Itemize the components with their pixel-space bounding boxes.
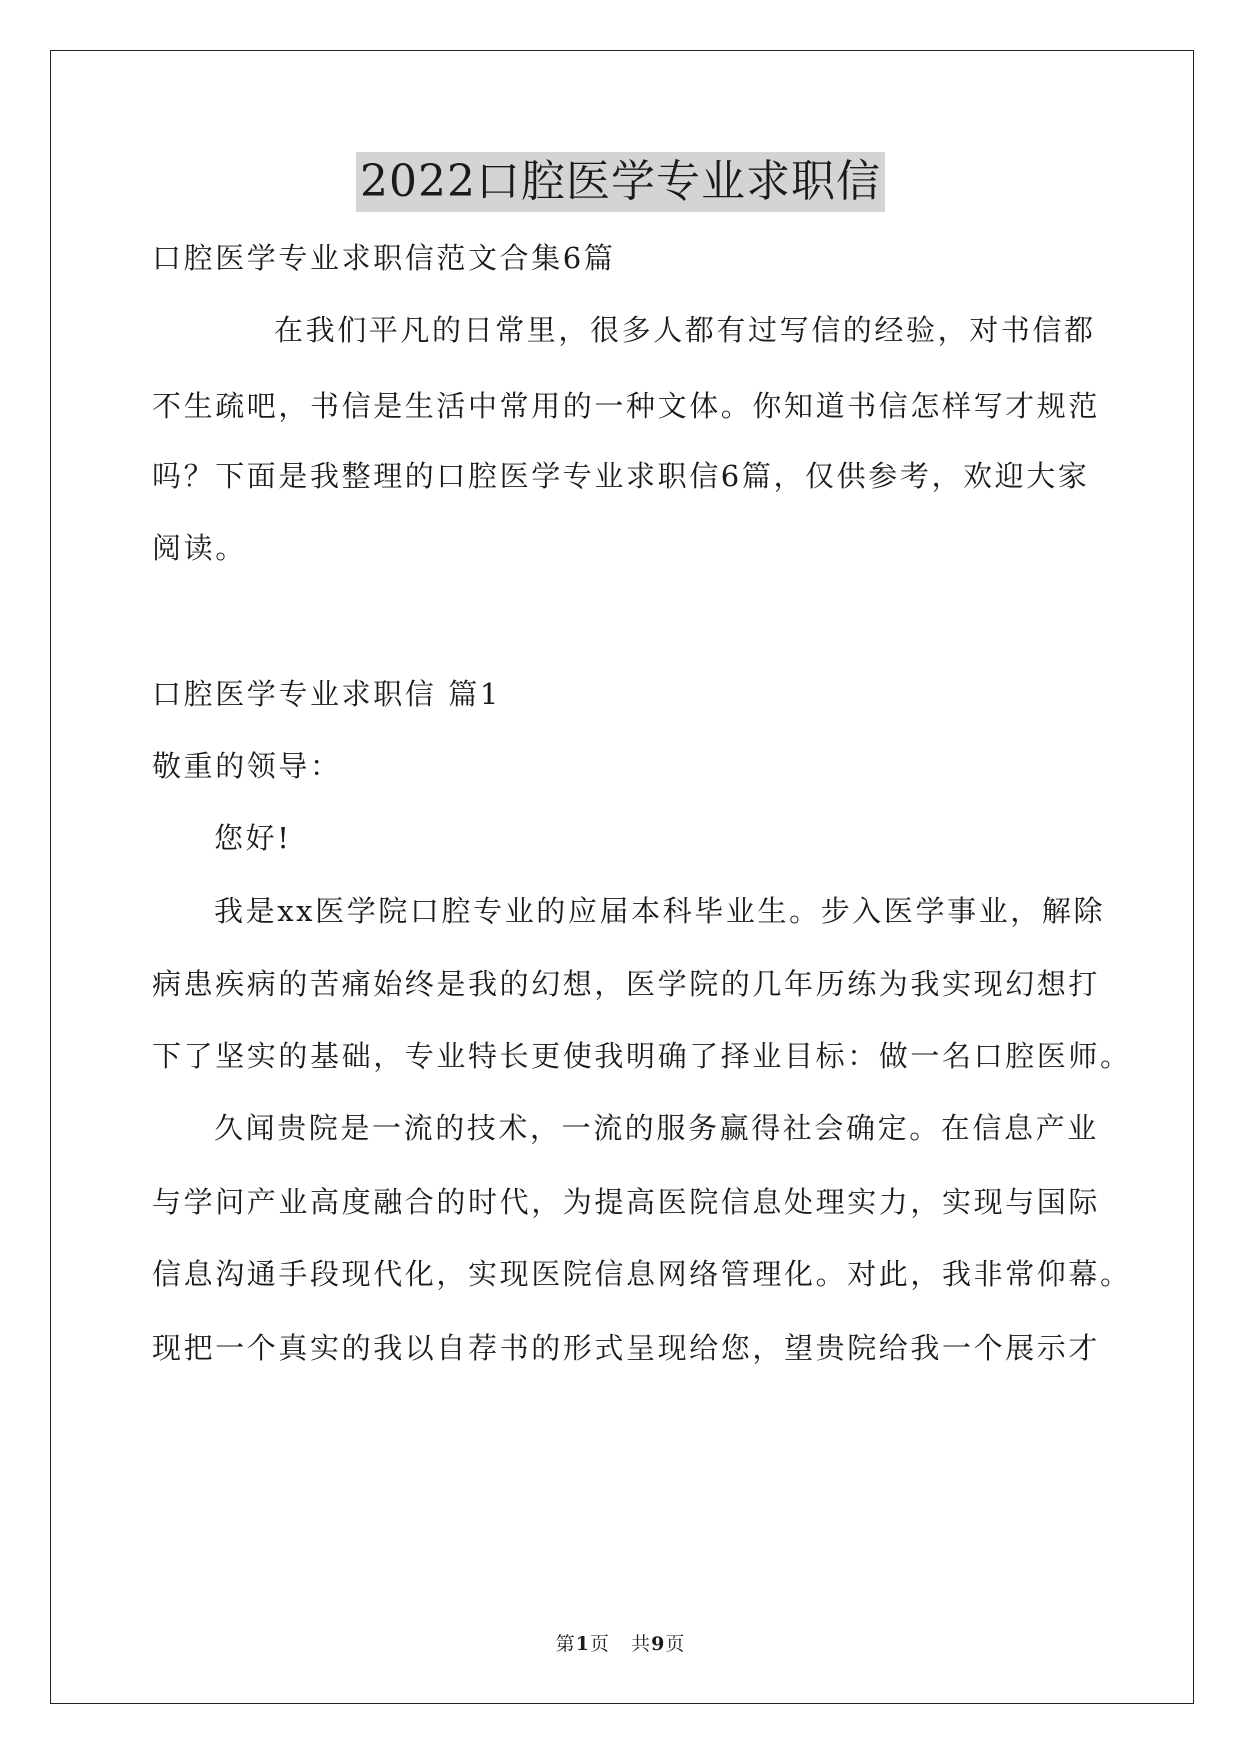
body-line-3: 下了坚实的基础，专业特长更使我明确了择业目标：做一名口腔医师。 xyxy=(152,1039,1132,1073)
current-page-number: 1 xyxy=(575,1633,590,1655)
total-pages-number: 9 xyxy=(651,1633,666,1655)
body-line-1: 我是xx医学院口腔专业的应届本科毕业生。步入医学事业，解除 xyxy=(214,894,1106,928)
body-line-7: 现把一个真实的我以自荐书的形式呈现给您，望贵院给我一个展示才 xyxy=(152,1331,1101,1365)
intro-line-4: 阅读。 xyxy=(152,531,247,565)
salutation: 敬重的领导： xyxy=(152,749,342,783)
footer-total-prefix: 共 xyxy=(631,1633,652,1655)
body-line-2: 病患疾病的苦痛始终是我的幻想，医学院的几年历练为我实现幻想打 xyxy=(152,967,1101,1001)
body-line-4: 久闻贵院是一流的技术，一流的服务赢得社会确定。在信息产业 xyxy=(214,1111,1099,1145)
intro-line-2: 不生疏吧，书信是生活中常用的一种文体。你知道书信怎样写才规范 xyxy=(152,389,1101,423)
body-line-5: 与学问产业高度融合的时代，为提高医院信息处理实力，实现与国际 xyxy=(152,1185,1101,1219)
footer-page-suffix: 页 xyxy=(589,1633,610,1655)
section-heading: 口腔医学专业求职信 篇1 xyxy=(152,677,501,711)
footer-total-suffix: 页 xyxy=(665,1633,686,1655)
body-line-6: 信息沟通手段现代化，实现医院信息网络管理化。对此，我非常仰幕。 xyxy=(152,1257,1132,1291)
intro-line-3: 吗？下面是我整理的口腔医学专业求职信6篇，仅供参考，欢迎大家 xyxy=(152,459,1090,493)
document-subtitle: 口腔医学专业求职信范文合集6篇 xyxy=(152,241,616,275)
page-border xyxy=(50,50,1194,1704)
greeting: 您好! xyxy=(214,821,292,855)
footer-prefix: 第 xyxy=(555,1633,576,1655)
title-container xyxy=(0,152,1241,212)
document-title: 2022口腔医学专业求职信 xyxy=(356,152,885,212)
page-footer xyxy=(0,1632,1241,1656)
intro-line-1: 在我们平凡的日常里，很多人都有过写信的经验，对书信都 xyxy=(274,313,1096,347)
